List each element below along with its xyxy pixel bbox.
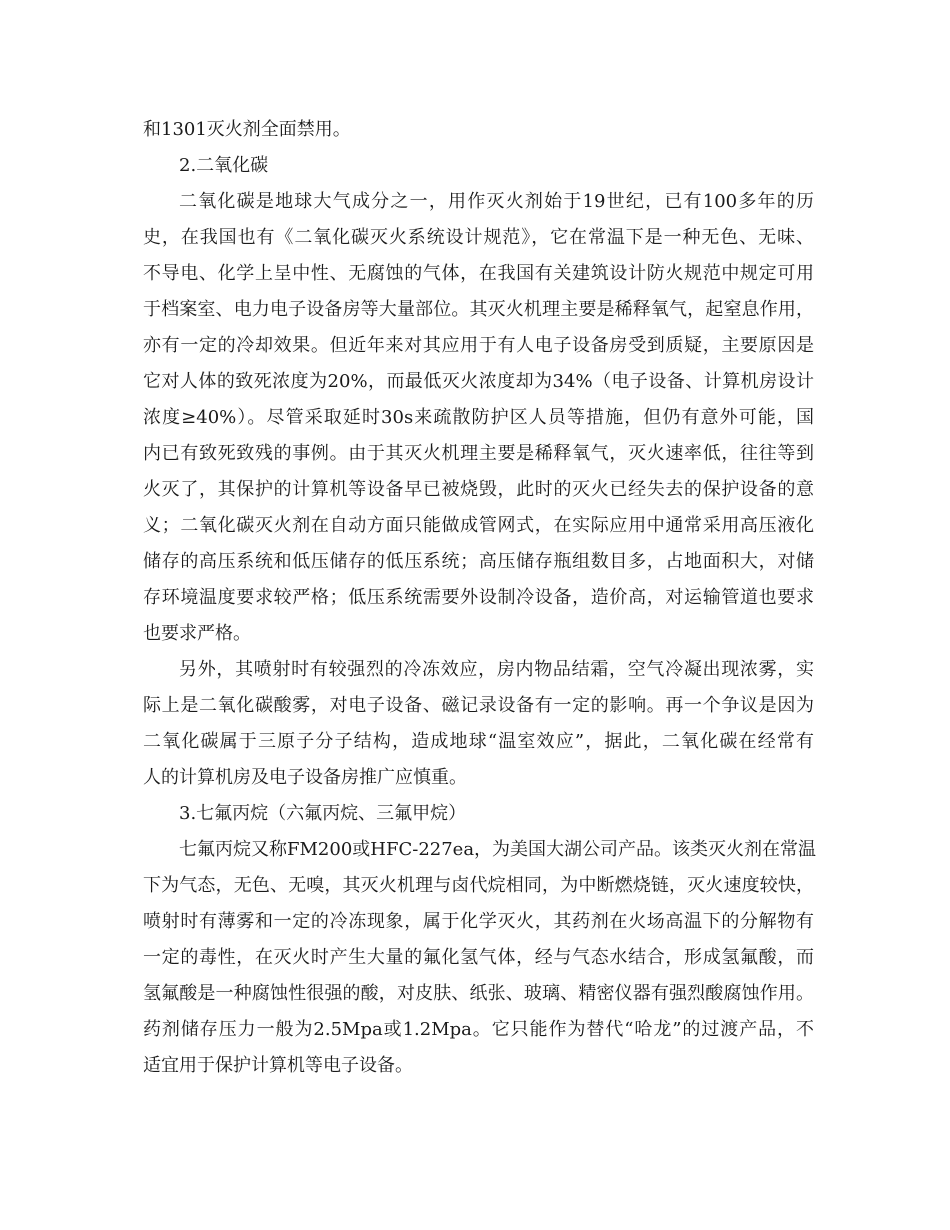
text-line: 存环境温度要求较严格；低压系统需要外设制冷设备，造价高，对运输管道也要求 (143, 587, 814, 608)
section-heading-carbon-dioxide (143, 148, 814, 184)
text-line: 和1301灭火剂全面禁用。 (143, 119, 351, 140)
text-line: 喷射时有薄雾和一定的冷冻现象，属于化学灭火，其药剂在火场高温下的分解物有 (143, 911, 814, 932)
text-line: 亦有一定的冷却效果。但近年来对其应用于有人电子设备房受到质疑，主要原因是 (143, 335, 814, 356)
text-line: 火灭了，其保护的计算机等设备早已被烧毁，此时的灭火已经失去的保护设备的意 (143, 479, 814, 500)
paragraph-heptafluoropropane (143, 832, 817, 1084)
text-line: 义；二氧化碳灭火剂在自动方面只能做成管网式，在实际应用中通常采用高压液化 (143, 515, 814, 536)
text-line: 七氟丙烷又称FM200或HFC-227ea，为美国大湖公司产品。该类灭火剂在常温 (179, 839, 817, 860)
section-heading-heptafluoropropane (143, 796, 814, 832)
text-line: 药剂储存压力一般为2.5Mpa或1.2Mpa。它只能作为替代“哈龙”的过渡产品，不 (143, 1019, 814, 1040)
paragraph-carbon-dioxide (143, 184, 814, 652)
text-line: 二氧化碳属于三原子分子结构，造成地球“温室效应”，据此，二氧化碳在经常有 (143, 731, 814, 752)
text-line: 人的计算机房及电子设备房推广应慎重。 (143, 767, 467, 788)
text-line: 储存的高压系统和低压储存的低压系统；高压储存瓶组数目多，占地面积大，对储 (143, 551, 814, 572)
text-line: 它对人体的致死浓度为20%，而最低灭火浓度却为34%（电子设备、计算机房设计 (143, 371, 814, 392)
heading-text: 2.二氧化碳 (179, 155, 269, 176)
text-line: 内已有致死致残的事例。由于其灭火机理主要是稀释氧气，灭火速率低，往往等到 (143, 443, 814, 464)
text-line: 不导电、化学上呈中性、无腐蚀的气体，在我国有关建筑设计防火规范中规定可用 (143, 263, 814, 284)
text-line: 浓度≥40%）。尽管采取延时30s来疏散防护区人员等措施，但仍有意外可能，国 (143, 407, 814, 428)
paragraph-freezing-effect (143, 652, 814, 796)
text-line: 也要求严格。 (143, 623, 251, 644)
text-line: 氢氟酸是一种腐蚀性很强的酸，对皮肤、纸张、玻璃、精密仪器有强烈酸腐蚀作用。 (143, 983, 814, 1004)
heading-text: 3.七氟丙烷（六氟丙烷、三氟甲烷） (179, 803, 467, 824)
paragraph-continuation (143, 112, 814, 148)
text-line: 二氧化碳是地球大气成分之一，用作灭火剂始于19世纪，已有100多年的历 (179, 191, 814, 212)
text-line: 际上是二氧化碳酸雾，对电子设备、磁记录设备有一定的影响。再一个争议是因为 (143, 695, 814, 716)
text-line: 史，在我国也有《二氧化碳灭火系统设计规范》，它在常温下是一种无色、无味、 (143, 227, 814, 248)
text-line: 一定的毒性，在灭火时产生大量的氟化氢气体，经与气态水结合，形成氢氟酸，而 (143, 947, 814, 968)
text-line: 下为气态，无色、无嗅，其灭火机理与卤代烷相同，为中断燃烧链，灭火速度较快， (143, 875, 814, 896)
text-line: 另外，其喷射时有较强烈的冷冻效应，房内物品结霜，空气冷凝出现浓雾，实 (179, 659, 814, 680)
text-line: 适宜用于保护计算机等电子设备。 (143, 1055, 413, 1076)
text-line: 于档案室、电力电子设备房等大量部位。其灭火机理主要是稀释氧气，起窒息作用， (143, 299, 814, 320)
